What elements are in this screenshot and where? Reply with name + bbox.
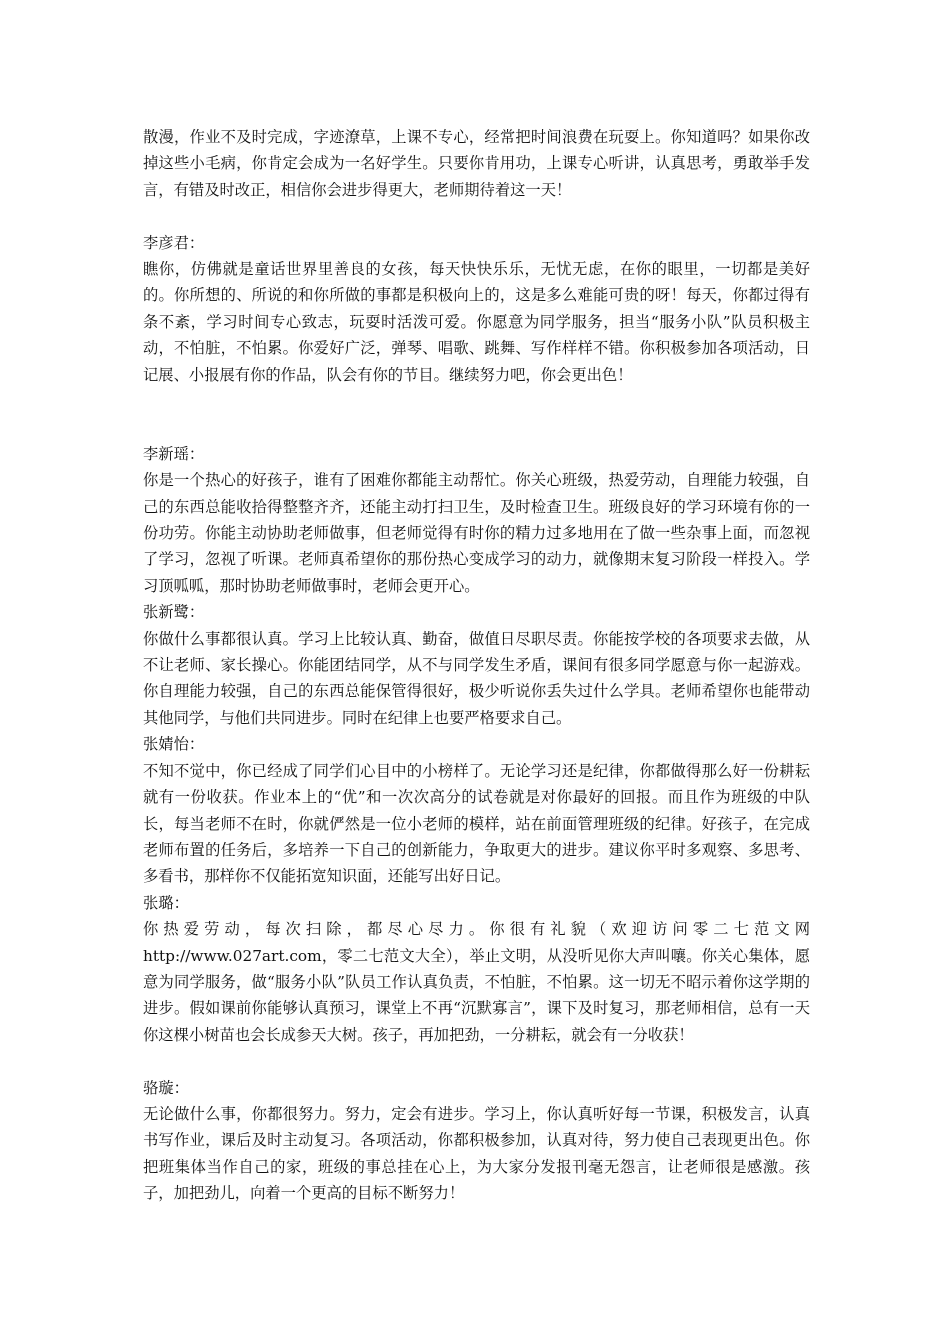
blank-line	[143, 1048, 810, 1074]
student-name: 张璐：	[143, 893, 189, 912]
student-name: 张婧怡：	[143, 735, 205, 754]
comment-paragraph: 不知不觉中，你已经成了同学们心目中的小榜样了。无论学习还是纪律，你都做得那么好一份耕耘就有一份收获。作业本上的“优”和一次次高分的试卷就是对你最好的回报。而且作为班级的中队长，每当老师不在时，你就俨然是一位小老师的模样，站在前面管理班级的纪律。好孩子，在完成老师布置的任务后，多培养一下自己的创新能力，争取更大的进步。建议你平时多观察、多思考、多看书，那样你不仅能拓宽知识面，还能写出好日记。	[143, 761, 810, 886]
student-name: 张新鹭：	[143, 603, 205, 622]
student-name: 李新瑶：	[143, 444, 205, 463]
comment-paragraph: 你做什么事都很认真。学习上比较认真、勤奋，做值日尽职尽责。你能按学校的各项要求去做，从不让老师、家长操心。你能团结同学，从不与同学发生矛盾，课间有很多同学愿意与你一起游戏。你自理能力较强，自己的东西总能保管得很好，极少听说你丢失过什么学具。老师希望你也能带动其他同学，与他们共同进步。同时在纪律上也要严格要求自己。	[143, 629, 810, 727]
intro-paragraph: 散漫，作业不及时完成，字迹潦草，上课不专心，经常把时间浪费在玩耍上。你知道吗？如果你改掉这些小毛病，你肯定会成为一名好学生。只要你肯用功，上课专心听讲，认真思考，勇敢举手发言，有错及时改正，相信你会进步得更大，老师期待着这一天！	[143, 128, 810, 199]
comment-paragraph: 你是一个热心的好孩子，谁有了困难你都能主动帮忙。你关心班级，热爱劳动，自理能力较强，自己的东西总能收拾得整整齐齐，还能主动打扫卫生，及时检查卫生。班级良好的学习环境有你的一份功劳。你能主动协助老师做事，但老师觉得有时你的精力过多地用在了做一些杂事上面，而忽视了学习，忽视了听课。老师真希望你的那份热心变成学习的动力，就像期末复习阶段一样投入。学习顶呱呱，那时协助老师做事时，老师会更开心。	[143, 471, 810, 595]
student-name: 骆璇：	[143, 1078, 189, 1097]
comment-paragraph: 瞧你，仿佛就是童话世界里善良的女孩，每天快快乐乐，无忧无虑，在你的眼里，一切都是美好的。你所想的、所说的和你所做的事都是积极向上的，这是多么难能可贵的呀！每天，你都过得有条不紊，学习时间专心致志，玩耍时活泼可爱。你愿意为同学服务，担当“服务小队”队员积极主动，不怕脏，不怕累。你爱好广泛，弹琴、唱歌、跳舞、写作样样不错。你积极参加各项活动，日记展、小报展有你的作品，队会有你的节目。继续努力吧，你会更出色！	[143, 260, 810, 384]
student-name: 李彦君：	[143, 233, 205, 252]
comment-paragraph: 你热爱劳动，每次扫除，都尽心尽力。你很有礼貌（欢迎访问零二七范文网 http://www.027art.com，零二七范文大全），举止文明，从没听见你大声叫嚷。你关心集体，愿意为同学服务，做“服务小队”队员工作认真负责，不怕脏，不怕累。这一切无不昭示着你这学期的进步。假如课前你能够认真预习，课堂上不再“沉默寡言”，课下及时复习，那老师相信，总有一天你这棵小树苗也会长成参天大树。孩子，再加把劲，一分耕耘，就会有一分收获！	[143, 920, 810, 1044]
comment-paragraph: 无论做什么事，你都很努力。努力，定会有进步。学习上，你认真听好每一节课，积极发言，认真书写作业，课后及时主动复习。各项活动，你都积极参加，认真对待，努力使自己表现更出色。你把班集体当作自己的家，班级的事总挂在心上，为大家分发报刊毫无怨言，让老师很是感激。孩子，加把劲儿，向着一个更高的目标不断努力！	[143, 1104, 810, 1203]
blank-line	[143, 203, 810, 229]
blank-line	[143, 388, 810, 414]
blank-line	[143, 414, 810, 440]
document-body	[143, 124, 810, 1207]
